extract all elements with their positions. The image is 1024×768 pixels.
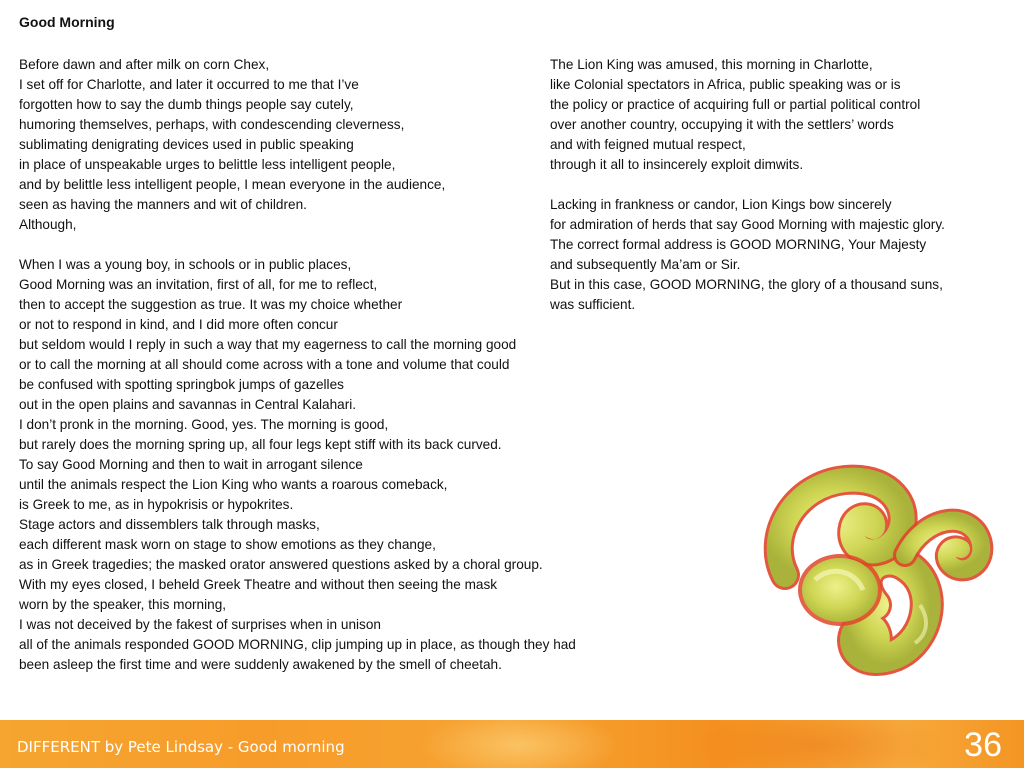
poem-line: and with feigned mutual respect,	[550, 137, 746, 152]
poem-line: I set off for Charlotte, and later it occurred to me that I’ve	[19, 77, 359, 92]
footer-caption: DIFFERENT by Pete Lindsay - Good morning	[17, 738, 345, 756]
poem-line: I was not deceived by the fakest of surprises when in unison	[19, 617, 381, 632]
poem-column-left	[19, 55, 576, 675]
footer-bar	[0, 720, 1024, 768]
poem-line: Good Morning was an invitation, first of all, for me to reflect,	[19, 277, 378, 292]
page-number: 36	[964, 726, 1002, 764]
poem-line: the policy or practice of acquiring full or partial political control	[550, 97, 921, 112]
poem-line: but seldom would I reply in such a way that my eagerness to call the morning good	[19, 337, 517, 352]
poem-line: Lacking in frankness or candor, Lion Kings bow sincerely	[550, 197, 892, 212]
page-title: Good Morning	[19, 14, 115, 30]
poem-line: for admiration of herds that say Good Morning with majestic glory.	[550, 217, 945, 232]
poem-line: been asleep the first time and were suddenly awakened by the smell of cheetah.	[19, 657, 502, 672]
poem-line: as in Greek tragedies; the masked orator answered questions asked by a choral group.	[19, 557, 543, 572]
poem-line: in place of unspeakable urges to belittle less intelligent people,	[19, 157, 396, 172]
poem-line: be confused with spotting springbok jumps of gazelles	[19, 377, 344, 392]
poem-line	[19, 235, 576, 255]
poem-line: then to accept the suggestion as true. It was my choice whether	[19, 297, 403, 312]
poem-line: seen as having the manners and wit of children.	[19, 197, 307, 212]
poem-line: humoring themselves, perhaps, with condescending cleverness,	[19, 117, 405, 132]
poem-line: The correct formal address is GOOD MORNING, Your Majesty	[550, 237, 927, 252]
poem-column-right	[550, 55, 945, 315]
poem-line: was sufficient.	[550, 297, 636, 312]
poem-line: When I was a young boy, in schools or in public places,	[19, 257, 352, 272]
poem-line: and subsequently Ma’am or Sir.	[550, 257, 741, 272]
poem-line: but rarely does the morning spring up, all four legs kept stiff with its back curved.	[19, 437, 502, 452]
poem-line: Stage actors and dissemblers talk through masks,	[19, 517, 320, 532]
poem-line: through it all to insincerely exploit dimwits.	[550, 157, 804, 172]
poem-line: or not to respond in kind, and I did more often concur	[19, 317, 338, 332]
poem-line: With my eyes closed, I beheld Greek Theatre and without then seeing the mask	[19, 577, 498, 592]
fruit-peel-illustration	[755, 455, 995, 695]
poem-line: over another country, occupying it with the settlers’ words	[550, 117, 894, 132]
poem-line: worn by the speaker, this morning,	[19, 597, 227, 612]
poem-line: Before dawn and after milk on corn Chex,	[19, 57, 270, 72]
poem-line: like Colonial spectators in Africa, public speaking was or is	[550, 77, 901, 92]
poem-line: all of the animals responded GOOD MORNING, clip jumping up in place, as though they had	[19, 637, 576, 652]
poem-line: But in this case, GOOD MORNING, the glory of a thousand suns,	[550, 277, 943, 292]
poem-line: out in the open plains and savannas in Central Kalahari.	[19, 397, 357, 412]
poem-line: To say Good Morning and then to wait in arrogant silence	[19, 457, 363, 472]
poem-line: or to call the morning at all should come across with a tone and volume that could	[19, 357, 510, 372]
poem-line: is Greek to me, as in hypokrisis or hypokrites.	[19, 497, 294, 512]
poem-line: The Lion King was amused, this morning in Charlotte,	[550, 57, 873, 72]
poem-line: and by belittle less intelligent people, I mean everyone in the audience,	[19, 177, 446, 192]
poem-line: Although,	[19, 217, 77, 232]
poem-line: each different mask worn on stage to show emotions as they change,	[19, 537, 436, 552]
poem-line: sublimating denigrating devices used in public speaking	[19, 137, 354, 152]
poem-line: I don’t pronk in the morning. Good, yes. The morning is good,	[19, 417, 389, 432]
poem-line: forgotten how to say the dumb things people say cutely,	[19, 97, 354, 112]
poem-line	[550, 175, 945, 195]
poem-line: until the animals respect the Lion King who wants a roarous comeback,	[19, 477, 448, 492]
